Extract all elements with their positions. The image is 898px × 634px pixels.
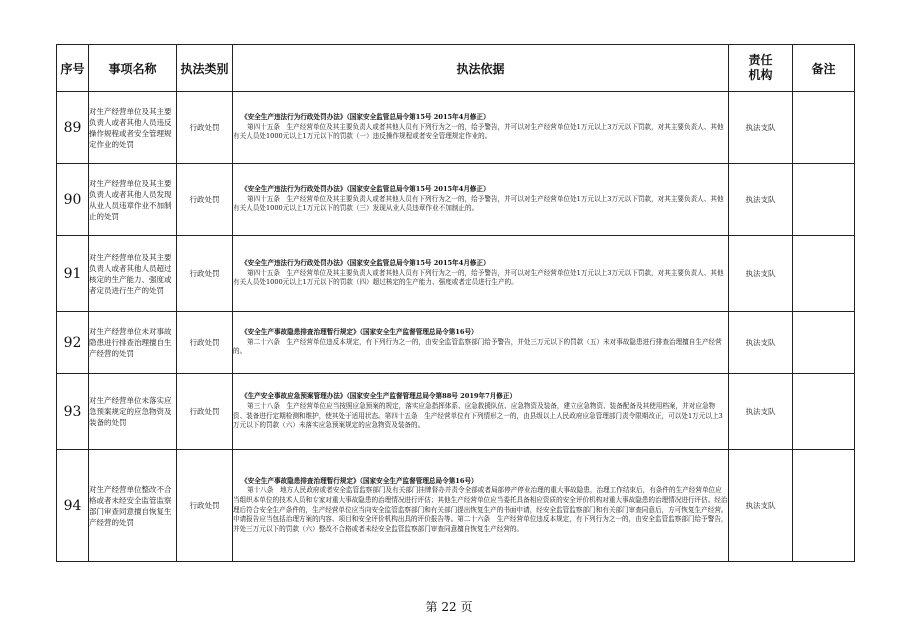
- table-row: [57, 236, 855, 312]
- row-seq: 90: [57, 164, 89, 236]
- row-name: 对生产经营单位及其主要负责人或者其他人员超过核定的生产能力、强度或者定员进行生产的处罚: [89, 236, 177, 312]
- table-row: [57, 164, 855, 236]
- row-basis: [233, 374, 729, 450]
- row-seq: 94: [57, 450, 89, 562]
- header-responsible-text: 责任机构: [748, 53, 773, 82]
- row-responsible: 执法支队: [729, 312, 793, 374]
- row-law-text: 第四十五条 生产经营单位及其主要负责人或者其他人员有下列行为之一的，给予警告，并可以对生产经营单位处1万元以上3万元以下罚款，对其主要负责人、其他有关人员处1000元以上1万元以下的罚款（三）发现从业人员违章作业不加制止的。: [233, 194, 724, 213]
- row-name: 对生产经营单位未落实应急预案规定的应急物资及装备的处罚: [89, 374, 177, 450]
- row-notes: [793, 164, 855, 236]
- row-seq: 93: [57, 374, 89, 450]
- row-category: 行政处罚: [177, 312, 233, 374]
- row-law-title: 《安全生产违法行为行政处罚办法》（国家安全监管总局令第15号 2015年4月修正）: [241, 185, 490, 194]
- row-law-text: 第四十五条 生产经营单位及其主要负责人或者其他人员有下列行为之一的，给予警告，并可以对生产经营单位处1万元以上3万元以下罚款，对其主要负责人、其他有关人员处1000元以上1万元以下的罚款（一）违反操作规程或者安全管理规定作业的。: [233, 122, 724, 141]
- row-seq: 89: [57, 92, 89, 164]
- row-category: 行政处罚: [177, 164, 233, 236]
- row-basis: [233, 450, 729, 562]
- enforcement-table: [56, 44, 855, 562]
- row-law-title: 《安全生产违法行为行政处罚办法》（国家安全监管总局令第15号 2015年4月修正）: [241, 113, 490, 122]
- row-responsible: 执法支队: [729, 236, 793, 312]
- row-law-title: 《生产安全事故应急预案管理办法》（国家安全生产监督管理总局令第88号 2019年7月修正）: [241, 392, 517, 401]
- row-category: 行政处罚: [177, 92, 233, 164]
- header-row: [57, 45, 855, 92]
- header-category: 执法类别: [177, 45, 233, 92]
- row-law-text: 第十八条 地方人民政府或者安全监管监察部门及有关部门挂牌督办并责令全部或者局部停产停业治理的重大事故隐患，治理工作结束后，有条件的生产经营单位应当组织本单位的技术人员和专家对重大事故隐患的治理情况进行评估；其他生产经营单位应当委托具备相应资质的安全评价机构对重大事故隐患的治理情况进行评估。经治理后符合安全生产条件的，生产经营单位应当向安全监管监察部门和有关部门提出恢复生产的书面申请，经安全监管监察部门和有关部门审查同意后，方可恢复生产经营。申请报告应当包括治理方案的内容、项目和安全评价机构出具的评价报告等。第二十六条 生产经营单位违反本规定，有下列行为之一的，由安全监管监察部门给予警告，并处三万元以下的罚款（六）整改不合格或者未经安全监管监察部门审查同意擅自恢复生产经营的。: [233, 486, 728, 533]
- page-number: 第 22 页: [425, 600, 473, 614]
- row-law-title: 《安全生产事故隐患排查治理暂行规定》（国家安全生产监督管理总局令第16号）: [241, 476, 478, 485]
- row-notes: [793, 450, 855, 562]
- row-name: 对生产经营单位整改不合格或者未经安全监管监察部门审查同意擅自恢复生产经营的处罚: [89, 450, 177, 562]
- row-notes: [793, 312, 855, 374]
- row-basis: [233, 236, 729, 312]
- row-category: 行政处罚: [177, 374, 233, 450]
- table-row: [57, 450, 855, 562]
- row-name: 对生产经营单位及其主要负责人或者其他人员违反操作规程或者安全管理规定作业的处罚: [89, 92, 177, 164]
- row-law-text: 第四十五条 生产经营单位及其主要负责人或者其他人员有下列行为之一的，给予警告，并可以对生产经营单位处1万元以上3万元以下罚款，对其主要负责人、其他有关人员处1000元以上1万元以下的罚款（四）超过核定的生产能力、强度或者定员进行生产的。: [233, 268, 724, 287]
- table-row: [57, 374, 855, 450]
- row-responsible: 执法支队: [729, 450, 793, 562]
- row-notes: [793, 92, 855, 164]
- row-seq: 92: [57, 312, 89, 374]
- row-category: 行政处罚: [177, 236, 233, 312]
- row-responsible: 执法支队: [729, 164, 793, 236]
- header-name: 事项名称: [89, 45, 177, 92]
- table-row: [57, 92, 855, 164]
- row-law-text: 第三十八条 生产经营单位应当按照应急预案的规定，落实应急指挥体系、应急救援队伍、应急物资及装备，建立应急物资、装备配备及其使用档案，并对应急物资、装备进行定期检测和维护，使其处于适用状态。第四十五条 生产经营单位有下列情形之一的，由县级以上人民政府应急管理部门责令限期改正，可以处1万元以上3万元以下的罚款（六）未落实应急预案规定的应急物资及装备的。: [233, 401, 723, 430]
- header-notes: 备注: [793, 45, 855, 92]
- header-basis: 执法依据: [233, 45, 729, 92]
- row-basis: [233, 312, 729, 374]
- row-notes: [793, 236, 855, 312]
- row-name: 对生产经营单位及其主要负责人或者其他人员发现从业人员违章作业不加制止的处罚: [89, 164, 177, 236]
- table-row: [57, 312, 855, 374]
- row-responsible: 执法支队: [729, 92, 793, 164]
- row-law-title: 《安全生产事故隐患排查治理暂行规定》（国家安全生产监督管理总局令第16号）: [241, 328, 478, 337]
- header-responsible: [729, 45, 793, 92]
- row-name: 对生产经营单位未对事故隐患进行排查治理擅自生产经营的处罚: [89, 312, 177, 374]
- row-notes: [793, 374, 855, 450]
- row-category: 行政处罚: [177, 450, 233, 562]
- row-law-text: 第二十六条 生产经营单位违反本规定，有下列行为之一的，由安全监管监察部门给予警告，并处三万元以下的罚款（五）未对事故隐患进行排查治理擅自生产经营的。: [233, 337, 722, 356]
- row-seq: 91: [57, 236, 89, 312]
- header-seq: 序号: [57, 45, 89, 92]
- row-basis: [233, 92, 729, 164]
- row-responsible: 执法支队: [729, 374, 793, 450]
- row-basis: [233, 164, 729, 236]
- row-law-title: 《安全生产违法行为行政处罚办法》（国家安全监管总局令第15号 2015年4月修正）: [241, 259, 490, 268]
